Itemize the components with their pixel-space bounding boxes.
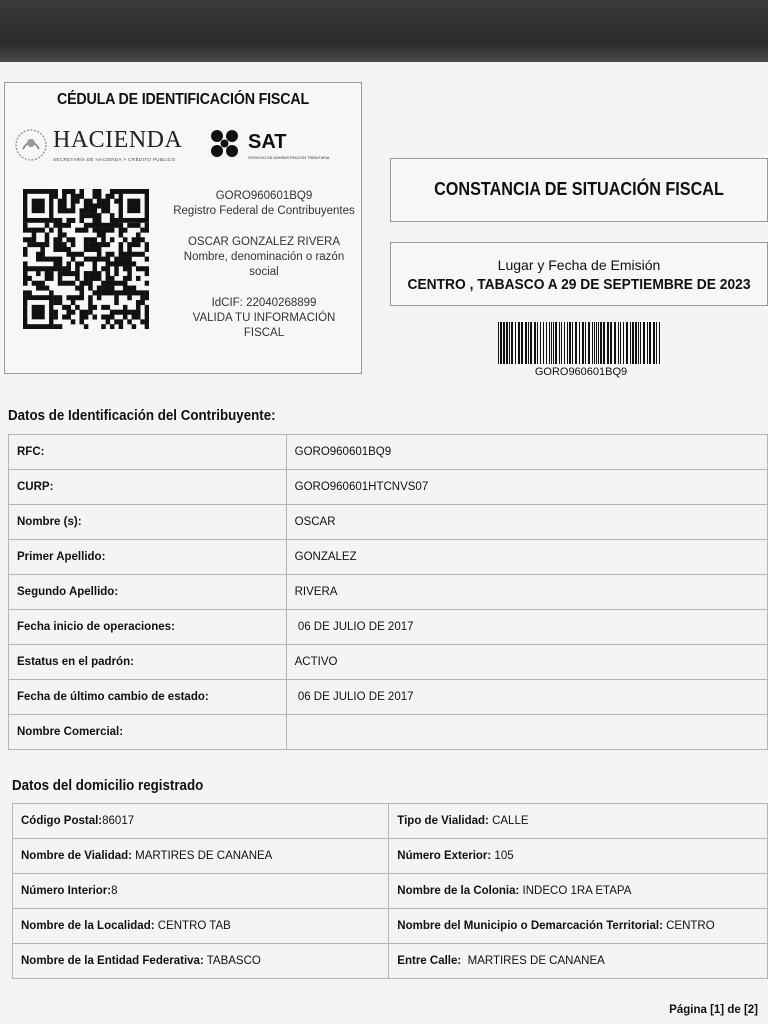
table-row — [13, 874, 768, 909]
field-value: 8 — [111, 885, 118, 897]
field-label: Entre Calle: — [397, 955, 462, 967]
identificacion-table — [8, 434, 768, 750]
table-row — [9, 680, 768, 715]
lugar-fecha-label: Lugar y Fecha de Emisión — [497, 257, 661, 273]
cedula-box — [4, 82, 362, 374]
field-value: 86017 — [102, 815, 135, 827]
address-cell — [389, 839, 768, 874]
cedula-valida-2: FISCAL — [243, 327, 285, 339]
table-row — [9, 540, 768, 575]
cedula-valida: VALIDA TU INFORMACIÓN — [192, 312, 336, 324]
address-cell — [389, 944, 768, 979]
page-number: Página [1] de [2] — [669, 1004, 758, 1016]
field-label: Fecha de último cambio de estado: — [9, 680, 287, 715]
field-value: 06 DE JULIO DE 2017 — [286, 610, 767, 645]
table-row — [9, 645, 768, 680]
cedula-rfc-label: Registro Federal de Contribuyentes — [173, 205, 355, 217]
address-cell — [13, 874, 389, 909]
field-label: Número Exterior: — [397, 850, 492, 862]
field-value: MARTIRES DE CANANEA — [461, 955, 605, 967]
field-value: CENTRO TAB — [154, 920, 231, 932]
field-value: RIVERA — [286, 575, 767, 610]
domicilio-title: Datos del domicilio registrado — [12, 778, 204, 794]
barcode-icon — [496, 322, 666, 366]
cedula-idcif: IdCIF: 22040268899 — [211, 297, 317, 309]
address-cell — [13, 804, 389, 839]
table-row — [9, 715, 768, 750]
field-value: 105 — [491, 850, 514, 862]
address-cell — [389, 804, 768, 839]
field-label: Número Interior: — [21, 885, 112, 897]
hacienda-subtitle: SECRETARÍA DE HACIENDA Y CRÉDITO PÚBLICO — [53, 157, 176, 162]
field-value: GORO960601BQ9 — [286, 435, 767, 470]
field-label: Nombre del Municipio o Demarcación Territorial: — [397, 920, 663, 932]
address-cell — [389, 874, 768, 909]
field-label: CURP: — [9, 470, 287, 505]
mexico-seal-icon — [13, 127, 49, 163]
constancia-title-box — [390, 158, 768, 222]
cedula-nombre: OSCAR GONZALEZ RIVERA — [187, 236, 341, 248]
domicilio-table — [12, 803, 768, 979]
field-value: OSCAR — [286, 505, 767, 540]
sat-subtitle: SERVICIO DE ADMINISTRACIÓN TRIBUTARIA — [248, 156, 330, 160]
hacienda-logo — [13, 127, 193, 167]
hacienda-wordmark: HACIENDA — [53, 127, 183, 153]
cedula-nombre-label: Nombre, denominación o razón — [183, 251, 345, 263]
field-label: Nombre de la Colonia: — [397, 885, 520, 897]
field-value: ACTIVO — [286, 645, 767, 680]
address-cell — [13, 909, 389, 944]
cedula-info — [173, 189, 355, 341]
field-label: Fecha inicio de operaciones: — [9, 610, 287, 645]
table-row — [9, 470, 768, 505]
field-value: 06 DE JULIO DE 2017 — [286, 680, 767, 715]
field-label: Nombre (s): — [9, 505, 287, 540]
field-label: Nombre de la Localidad: — [21, 920, 155, 932]
field-label: Nombre Comercial: — [9, 715, 287, 750]
sat-wordmark: SAT — [248, 131, 287, 153]
field-value: GORO960601HTCNVS07 — [286, 470, 767, 505]
table-row — [9, 610, 768, 645]
qr-code-icon[interactable] — [23, 189, 149, 329]
table-row — [9, 575, 768, 610]
field-value: MARTIRES DE CANANEA — [131, 850, 273, 862]
table-row — [13, 909, 768, 944]
field-value: GONZALEZ — [286, 540, 767, 575]
field-label: Segundo Apellido: — [9, 575, 287, 610]
field-label: Primer Apellido: — [9, 540, 287, 575]
field-value: TABASCO — [203, 955, 261, 967]
field-label: Nombre de Vialidad: — [21, 850, 132, 862]
address-cell — [13, 839, 389, 874]
scan-shadow-band — [0, 0, 768, 62]
cedula-rfc: GORO960601BQ9 — [215, 190, 313, 202]
field-label: Estatus en el padrón: — [9, 645, 287, 680]
cedula-title: CÉDULA DE IDENTIFICACIÓN FISCAL — [56, 91, 310, 108]
field-value: CALLE — [488, 815, 529, 827]
table-row — [13, 804, 768, 839]
field-value: INDECO 1RA ETAPA — [519, 885, 632, 897]
barcode-text: GORO960601BQ9 — [534, 366, 628, 378]
sat-dots-icon — [210, 129, 244, 161]
field-label: RFC: — [9, 435, 287, 470]
table-row — [13, 839, 768, 874]
table-row — [13, 944, 768, 979]
table-row — [9, 505, 768, 540]
field-label: Código Postal: — [21, 815, 103, 827]
field-label: Tipo de Vialidad: — [397, 815, 489, 827]
field-value: CENTRO — [662, 920, 715, 932]
lugar-fecha-box — [390, 242, 768, 306]
cedula-nombre-label-2: social — [249, 266, 279, 278]
field-value — [286, 715, 767, 750]
address-cell — [389, 909, 768, 944]
constancia-title: CONSTANCIA DE SITUACIÓN FISCAL — [434, 179, 724, 199]
sat-logo — [210, 129, 360, 165]
field-label: Nombre de la Entidad Federativa: — [21, 955, 204, 967]
table-row — [9, 435, 768, 470]
address-cell — [13, 944, 389, 979]
identificacion-title: Datos de Identificación del Contribuyente: — [8, 408, 276, 424]
lugar-fecha-value: CENTRO , TABASCO A 29 DE SEPTIEMBRE DE 2023 — [407, 276, 751, 293]
